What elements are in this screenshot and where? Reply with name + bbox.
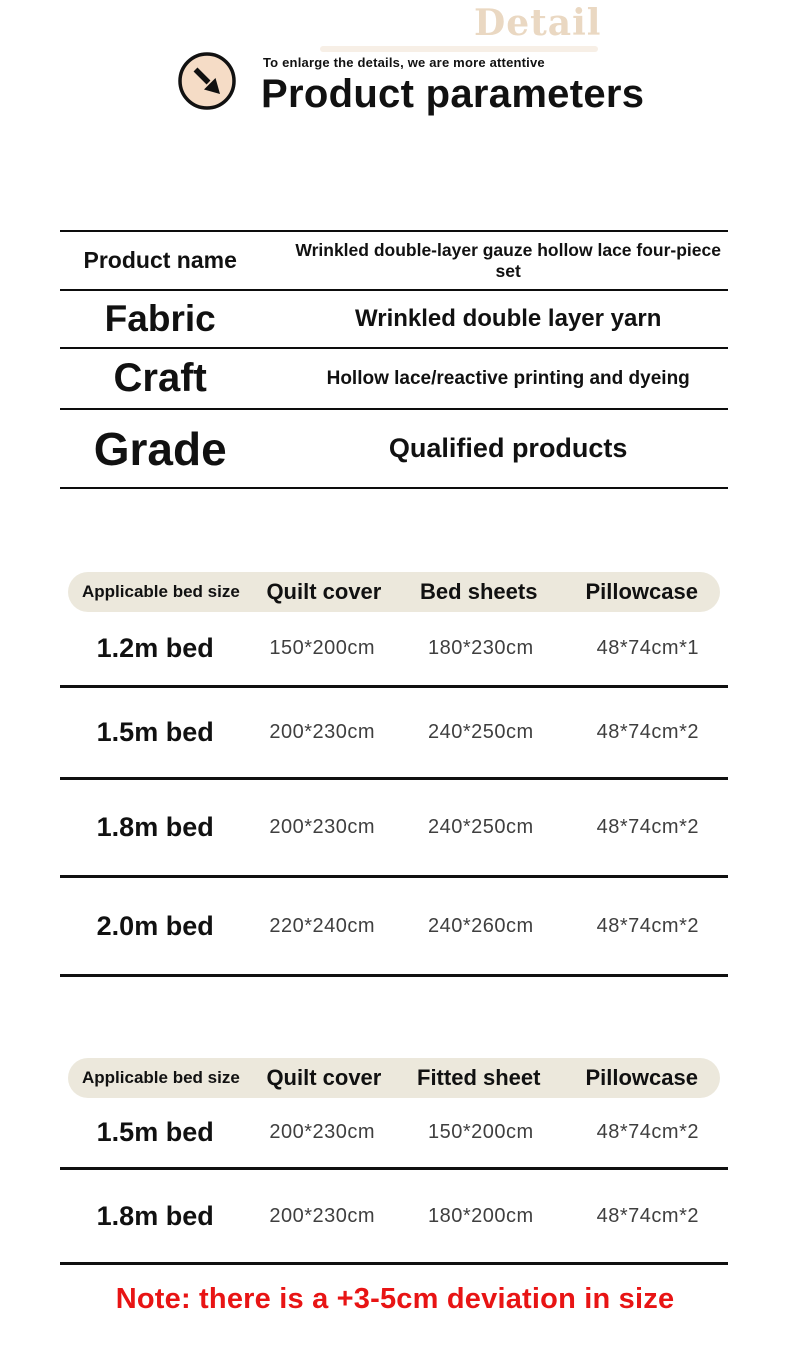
column-header: Quilt cover [266,1065,382,1090]
zoom-arrow-icon [177,51,237,111]
column-header: Pillowcase [585,1065,698,1090]
bed-size-label: 1.8m bed [96,1200,214,1231]
size-value: 48*74cm*2 [596,721,699,743]
size-value: 240*250cm [427,816,534,838]
spec-label: Craft [113,356,207,400]
size-value: 150*200cm [269,637,376,659]
spec-value: Qualified products [388,433,628,463]
spec-row-product-name [60,232,728,291]
size-value: 150*200cm [427,1121,534,1143]
header-text [261,51,644,114]
bed-size-label: 1.8m bed [96,812,214,842]
spec-label: Fabric [104,298,216,339]
header-section [177,51,644,114]
bed-size-label: 1.5m bed [96,717,214,747]
column-header: Fitted sheet [417,1065,541,1090]
table-row [60,1098,728,1170]
size-value: 220*240cm [269,914,376,937]
column-header: Pillowcase [585,579,698,604]
table-header-row [68,1058,720,1098]
table-row [60,1170,728,1265]
size-value: 180*230cm [427,637,534,659]
spec-row-craft [60,349,728,410]
table-row [60,612,728,688]
size-value: 200*230cm [269,1121,376,1143]
column-header: Applicable bed size [82,582,240,601]
table-row [60,878,728,977]
header-subtitle: To enlarge the details, we are more attentive [263,55,545,70]
detail-watermark: Detail [474,2,602,44]
spec-table [60,230,728,489]
column-header: Quilt cover [266,579,382,604]
page-title: Product parameters [261,72,645,116]
size-value: 48*74cm*2 [596,914,699,937]
spec-label: Product name [83,247,237,273]
size-value: 48*74cm*2 [596,1121,699,1143]
size-value: 240*260cm [427,914,534,937]
size-value: 180*200cm [427,1204,534,1227]
size-value: 48*74cm*2 [596,816,699,838]
bed-size-label: 2.0m bed [96,910,214,941]
table-row [60,688,728,780]
bed-size-label: 1.2m bed [96,633,214,663]
spec-value: Hollow lace/reactive printing and dyeing [326,367,690,389]
column-header: Bed sheets [420,579,538,604]
table-row [60,780,728,878]
table-header-row [68,572,720,612]
size-value: 200*230cm [269,1204,376,1227]
column-header: Applicable bed size [82,1068,240,1087]
size-value: 200*230cm [269,721,376,743]
size-deviation-note: Note: there is a +3-5cm deviation in size [115,1283,675,1315]
spec-value: Wrinkled double-layer gauze hollow lace four-piece set [295,239,721,281]
size-value: 200*230cm [269,816,376,838]
size-value: 48*74cm*1 [596,637,699,659]
spec-row-grade [60,410,728,489]
spec-label: Grade [93,422,227,475]
bed-size-table-1 [60,572,728,977]
spec-row-fabric [60,291,728,349]
bed-size-label: 1.5m bed [96,1117,214,1147]
size-value: 240*250cm [427,721,534,743]
size-value: 48*74cm*2 [596,1204,699,1227]
spec-value: Wrinkled double layer yarn [355,305,662,332]
bed-size-table-2 [60,1058,728,1265]
